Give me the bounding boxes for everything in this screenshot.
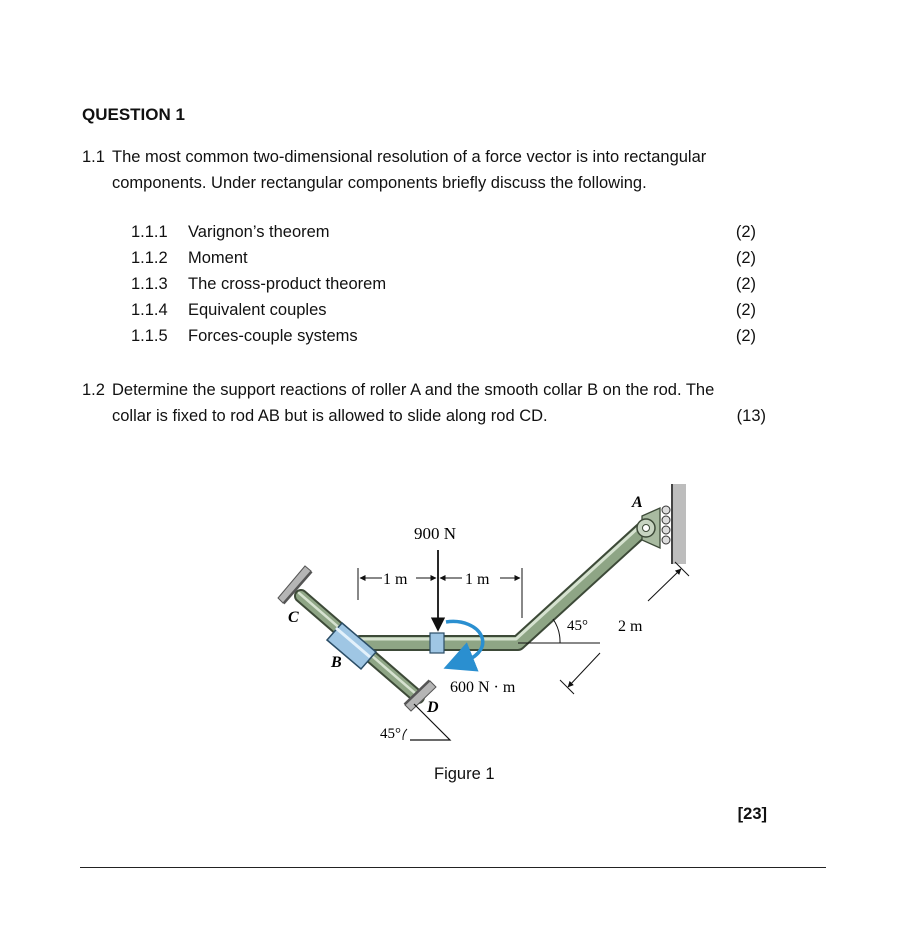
q12-marks: (13) (736, 407, 766, 425)
dim-left-label: 1 m (383, 571, 408, 588)
q12-line-1: Determine the support reactions of roller A and the smooth collar B on the rod. The (112, 381, 715, 399)
sub-item-marks: (2) (735, 223, 756, 241)
sub-item-text: Moment (188, 249, 248, 267)
sub-item-text: Equivalent couples (188, 301, 327, 319)
sub-item-marks: (2) (735, 275, 756, 293)
sub-item-text: Varignon’s theorem (188, 223, 330, 241)
dim-right-label: 1 m (465, 571, 490, 588)
point-d-label: D (427, 699, 439, 716)
q12-number: 1.2 (82, 381, 105, 399)
sub-item-number: 1.1.1 (131, 223, 168, 241)
support-a (637, 484, 686, 564)
q11-line-2: components. Under rectangular components briefly discuss the following. (112, 174, 647, 192)
sub-item-number: 1.1.4 (131, 301, 168, 319)
length-right-label: 2 m (618, 618, 643, 635)
load-bracket (430, 633, 444, 653)
sub-item-number: 1.1.5 (131, 327, 168, 345)
bottom-rule (80, 867, 826, 868)
point-a-label: A (632, 494, 643, 511)
force-label: 900 N (414, 524, 457, 543)
q12-line-2: collar is fixed to rod AB but is allowed to slide along rod CD. (112, 407, 548, 425)
sub-item-number: 1.1.3 (131, 275, 168, 293)
sub-item-marks: (2) (735, 249, 756, 267)
sub-item-text: The cross-product theorem (188, 275, 387, 293)
angle-right-label: 45° (567, 618, 588, 634)
figure-caption: Figure 1 (434, 765, 495, 783)
moment-label: 600 N · m (450, 679, 516, 696)
sub-item-marks: (2) (735, 301, 756, 319)
q11-number: 1.1 (82, 148, 105, 166)
angle-bottom-label: 45° (380, 726, 401, 742)
sub-item-marks: (2) (735, 327, 756, 345)
sub-item-number: 1.1.2 (131, 249, 168, 267)
q11-line-1: The most common two-dimensional resolution of a force vector is into rectangular (112, 148, 707, 166)
total-marks: [23] (737, 805, 767, 823)
question-title: QUESTION 1 (82, 105, 185, 124)
couple-arrow-head (450, 662, 460, 666)
point-c-label: C (288, 609, 299, 626)
point-b-label: B (331, 654, 342, 671)
sub-item-text: Forces-couple systems (188, 327, 358, 345)
